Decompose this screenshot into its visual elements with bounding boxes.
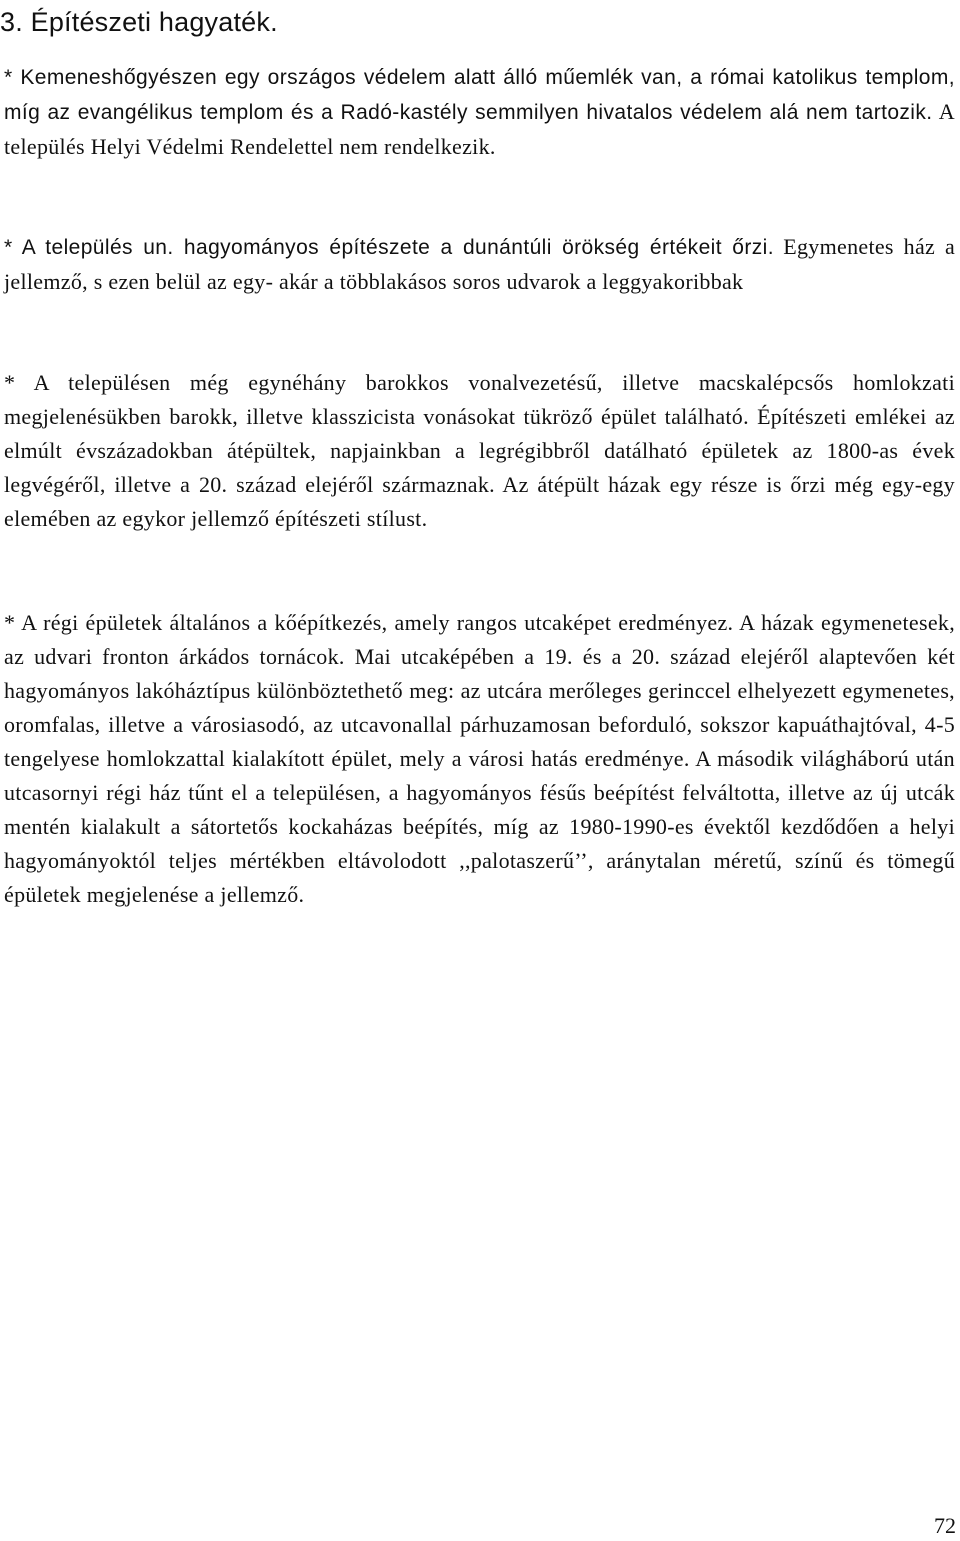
- paragraph-traditional-architecture-sentence-1: * A település un. hagyományos építészete a dunántúli örökség értékeit őrzi.: [4, 236, 774, 259]
- paragraph-baroque-buildings: * A településen még egynéhány barokkos vonalvezetésű, illetve macskalépcsős homlokzati megjelenésükben barokk, illetve klasszicista vonásokat tükröző épület található. Építészeti emlékei az elmúlt évszázadokban átépültek, napjainkban a legrégibbről datálható épületek az 1800-as évek legvégéről, illetve a 20. század elejéről származnak. Az átépült házak egy része is őrzi még egy-egy elemében az egykor jellemző építészeti stílust.: [4, 370, 955, 531]
- paragraph-traditional-architecture: [4, 230, 955, 299]
- section-heading: 3. Építészeti hagyaték.: [0, 7, 278, 37]
- paragraph-old-buildings: * A régi épületek általános a kőépítkezés, amely rangos utcaképet eredményez. A házak egymenetesek, az udvari fronton árkádos tornácok. Mai utcaképében a 19. és a 20. század elejéről alaptevően két hagyományos lakóháztípus különböztethető meg: az utcára merőleges gerinccel elhelyezett egymenetes, oromfalas, illetve a városiasodó, az utcavonallal párhuzamosan beforduló, sokszor kapuáthajtóval, 4-5 tengelyese homlokzattal kialakított épület, mely a városi hatás eredménye. A második világháború után utcasornyi régi ház tűnt el a településen, a hagyományos fésűs beépítést felváltotta, illetve az új utcák mentén kialakult a sátortetős kockaházas beépítés, míg az 1980-1990-es évektől kezdődően a helyi hagyományoktól teljes mértékben eltávolodott ,,palotaszerű’’, aránytalan méretű, színű és tömegű épületek megjelenése a jellemző.: [4, 610, 955, 907]
- paragraph-protected-monuments-sentence-2: A település Helyi Védelmi Rendelettel nem rendelkezik.: [4, 99, 955, 159]
- page-number: 72: [934, 1513, 956, 1538]
- paragraph-protected-monuments: [4, 60, 955, 164]
- paragraph-protected-monuments-sentence-1: * Kemeneshőgyészen egy országos védelem alatt álló műemlék van, a római katolikus templom, míg az evangélikus templom és a Radó-kastély semmilyen hivatalos védelem alá nem tartozik.: [4, 66, 955, 124]
- paragraph-traditional-architecture-sentence-2: Egymenetes ház a jellemző, s ezen belül az egy- akár a többlakásos soros udvarok a leggyakoribbak: [4, 234, 956, 294]
